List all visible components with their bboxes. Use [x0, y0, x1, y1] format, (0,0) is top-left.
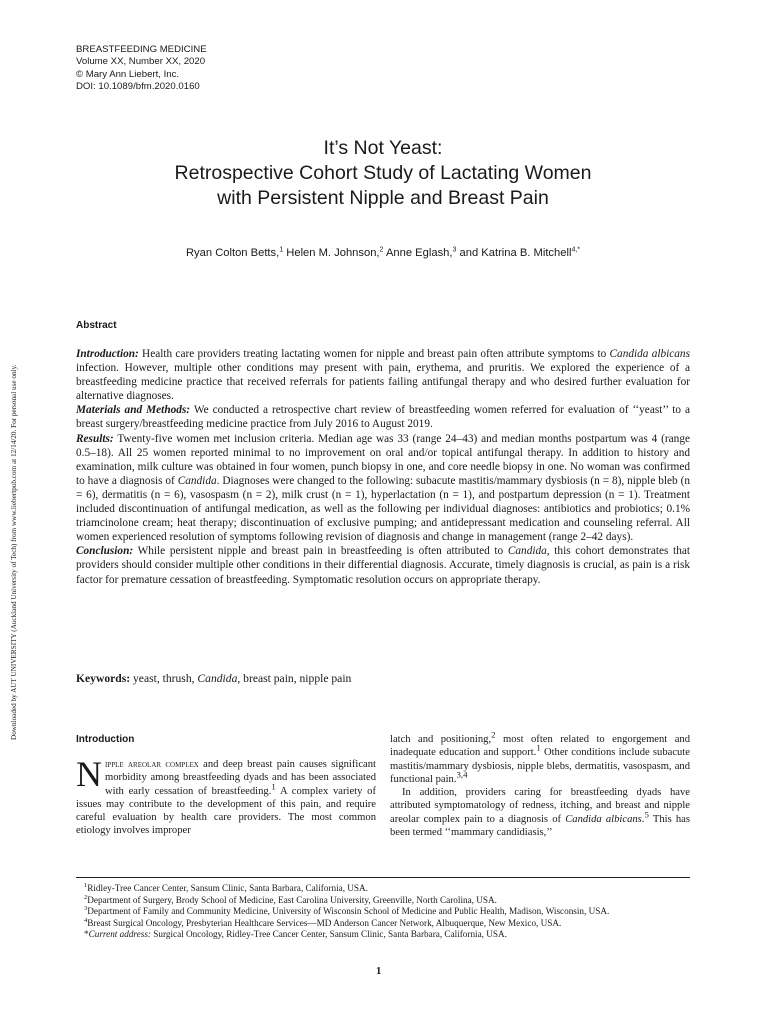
author-2: Helen M. Johnson,: [283, 247, 380, 259]
author-list: [76, 247, 690, 259]
author-3: Anne Eglash,: [383, 247, 453, 259]
abstract-introduction-species: Candida albicans: [609, 348, 690, 360]
keywords-label: Keywords:: [76, 672, 131, 685]
journal-doi: DOI: 10.1089/bfm.2020.0160: [76, 81, 200, 93]
download-side-note: [8, 260, 18, 740]
introduction-left-column: [76, 754, 376, 838]
introduction-smallcaps: ipple areolar complex: [105, 759, 199, 770]
footnote-3: [76, 906, 690, 918]
abstract-methods-label: Materials and Methods:: [76, 404, 191, 417]
footnote-3-mark: 3: [84, 905, 88, 913]
journal-header: [76, 44, 207, 94]
introduction-right-p2-text-3: This has been termed ‘‘mammary candidiasis,’’: [390, 813, 690, 839]
abstract-introduction-label: Introduction:: [76, 348, 139, 360]
introduction-heading: Introduction: [76, 734, 135, 745]
footnote-4: [76, 918, 690, 930]
introduction-paragraph-1: [76, 754, 376, 838]
citation-2: 2: [491, 729, 496, 740]
abstract-conclusion-species: Candida: [507, 545, 547, 558]
abstract-results-text-2: . Diagnoses were changed to the following: subacute mastitis/mammary dysbiosis (n = 8), nipple bleb (n = 6), dermatitis (n = 6), vasospasm (n = 2), milk crust (n = 1), hyperlactation (n = 1), and postpartum depression (n = 1). Treatment included discontinuation of antifungal medication, as well as the following per individual diagnoses: antibiotics and probiotics; 0.1% triamcinolone cream; heat therapy; discontinuation of exclusive pumping; and antidepressant medication and counseling referral. All women experienced resolution of symptoms following revision of diagnosis and change in management (range 2–42 days).: [76, 474, 690, 544]
footnote-2: [76, 895, 690, 907]
introduction-left-text-2: A complex variety of issues may contribute to the development of this pain, and require careful evaluation by health care providers. The most common etiology involves improper: [76, 785, 376, 837]
affiliations-footnotes: [76, 883, 690, 941]
author-3-affiliation: 3: [452, 246, 457, 254]
footnote-current-address: [76, 929, 690, 941]
article-title: [76, 136, 690, 211]
introduction-right-column: [390, 729, 690, 839]
citation-5: 5: [644, 809, 649, 820]
title-line-1: It’s Not Yeast:: [323, 137, 443, 159]
introduction-right-text: latch and positioning,: [390, 734, 492, 745]
page-number: 1: [376, 966, 382, 977]
footnote-4-mark: 4: [84, 916, 88, 924]
footnote-3-text: Department of Family and Community Medicine, University of Wisconsin School of Medicine and Public Health, Madison, Wisconsin, USA.: [87, 906, 610, 917]
abstract-introduction: [76, 347, 690, 403]
abstract-introduction-text: Health care providers treating lactating women for nipple and breast pain often attribute symptoms to: [138, 348, 610, 360]
journal-name: BREASTFEEDING MEDICINE: [76, 44, 207, 55]
abstract-introduction-text-2: infection. However, multiple other conditions may present with pain, erythema, and pruritis. We explored the experience of a breastfeeding medicine practice that received referrals for patients failing antifungal therapy and who desired further evaluation for alternative diagnoses.: [76, 362, 690, 403]
footnote-2-mark: 2: [84, 893, 88, 901]
abstract-conclusion-text: While persistent nipple and breast pain in breastfeeding is often attributed to: [133, 545, 508, 558]
footnote-5-mark: *: [84, 929, 89, 940]
footnote-5-label: Current address:: [88, 929, 151, 940]
introduction-left-text: and deep breast pain causes significant morbidity among breastfeeding dyads and has been associated with early cessation of breastfeeding.: [105, 759, 376, 797]
abstract-results-label: Results:: [76, 432, 114, 445]
abstract-methods-text: We conducted a retrospective chart review of breastfeeding women referred for evaluation of ‘‘yeast’’ to a breast surgery/breastfeeding medicine practice from July 2016 to August 2019.: [76, 404, 690, 431]
author-1-affiliation: 1: [279, 246, 284, 254]
citation-3: 1: [536, 742, 541, 753]
journal-copyright: © Mary Ann Liebert, Inc.: [76, 68, 180, 80]
abstract-heading: Abstract: [76, 320, 117, 331]
keywords-text-2: , breast pain, nipple pain: [237, 672, 352, 685]
introduction-right-text-3: Other conditions include subacute mastitis/mammary dysbiosis, nipple blebs, dermatitis, vasospasm, and functional pain.: [390, 747, 690, 785]
keywords-text: yeast, thrush,: [130, 672, 198, 685]
title-line-3: with Persistent Nipple and Breast Pain: [217, 187, 549, 209]
abstract-results: [76, 432, 690, 545]
keywords: [76, 672, 351, 685]
journal-volume: Volume XX, Number XX, 2020: [76, 56, 206, 68]
abstract-results-species: Candida: [177, 474, 217, 487]
abstract-conclusion-label: Conclusion:: [76, 545, 134, 558]
citation-4: 3,4: [456, 769, 468, 780]
abstract-methods: [76, 403, 690, 431]
author-4-affiliation: 4,*: [571, 246, 581, 254]
introduction-right-p2-species: Candida albicans: [565, 813, 642, 825]
introduction-right-text-2: most often related to engorgement and inadequate education and support.: [390, 734, 690, 759]
introduction-right-paragraph-2: [390, 786, 690, 839]
abstract-conclusion: [76, 544, 690, 586]
keywords-species: Candida: [197, 672, 238, 685]
abstract-conclusion-text-2: , this cohort demonstrates that providers should consider multiple other conditions in their differential diagnosis. Accurate, timely diagnosis is crucial, as pain is a risk factor for premature cessation of breastfeeding. Symptomatic resolution occurs on appropriate therapy.: [76, 545, 690, 586]
footnote-2-text: Department of Surgery, Brody School of Medicine, East Carolina University, Greenville, North Carolina, USA.: [87, 894, 497, 905]
author-1: Ryan Colton Betts,: [185, 247, 280, 259]
introduction-right-p2-text: In addition, providers caring for breastfeeding dyads have attributed symptomatology of redness, itching, and breast and nipple areolar complex pain to a diagnosis of: [390, 787, 690, 825]
download-side-note-text: Downloaded by AUT UNIVERSITY (Auckland University of Tech) from www.liebertpub.com at 12/14/20. For personal use only.: [10, 364, 18, 740]
author-4: and Katrina B. Mitchell: [456, 247, 572, 259]
abstract-body: [76, 347, 690, 587]
footnote-1: [76, 883, 690, 895]
title-line-2: Retrospective Cohort Study of Lactating Women: [174, 162, 592, 184]
drop-cap: N: [76, 754, 102, 794]
introduction-right-paragraph-1: [390, 729, 690, 786]
footnote-1-mark: 1: [84, 881, 88, 889]
footnote-divider: [76, 877, 690, 878]
introduction-right-p2-text-2: .: [641, 813, 645, 825]
citation-1: 1: [271, 781, 276, 792]
footnote-5-text: Surgical Oncology, Ridley-Tree Cancer Center, Sansum Clinic, Santa Barbara, California, USA.: [150, 929, 507, 940]
author-2-affiliation: 2: [379, 246, 384, 254]
footnote-4-text: Breast Surgical Oncology, Presbyterian Healthcare Services—MD Anderson Cancer Network, Albuquerque, New Mexico, USA.: [87, 917, 562, 928]
abstract-results-text: Twenty-five women met inclusion criteria. Median age was 33 (range 24–43) and median months postpartum was 4 (range 0.5–18). All 25 women reported minimal to no improvement on oral and/or topical antifungal therapy. In addition to history and examination, milk culture was obtained in four women, punch biopsy in one, and core needle biopsy in one. No woman was confirmed to have a diagnosis of: [76, 432, 690, 487]
footnote-1-text: Ridley-Tree Cancer Center, Sansum Clinic, Santa Barbara, California, USA.: [87, 883, 368, 893]
